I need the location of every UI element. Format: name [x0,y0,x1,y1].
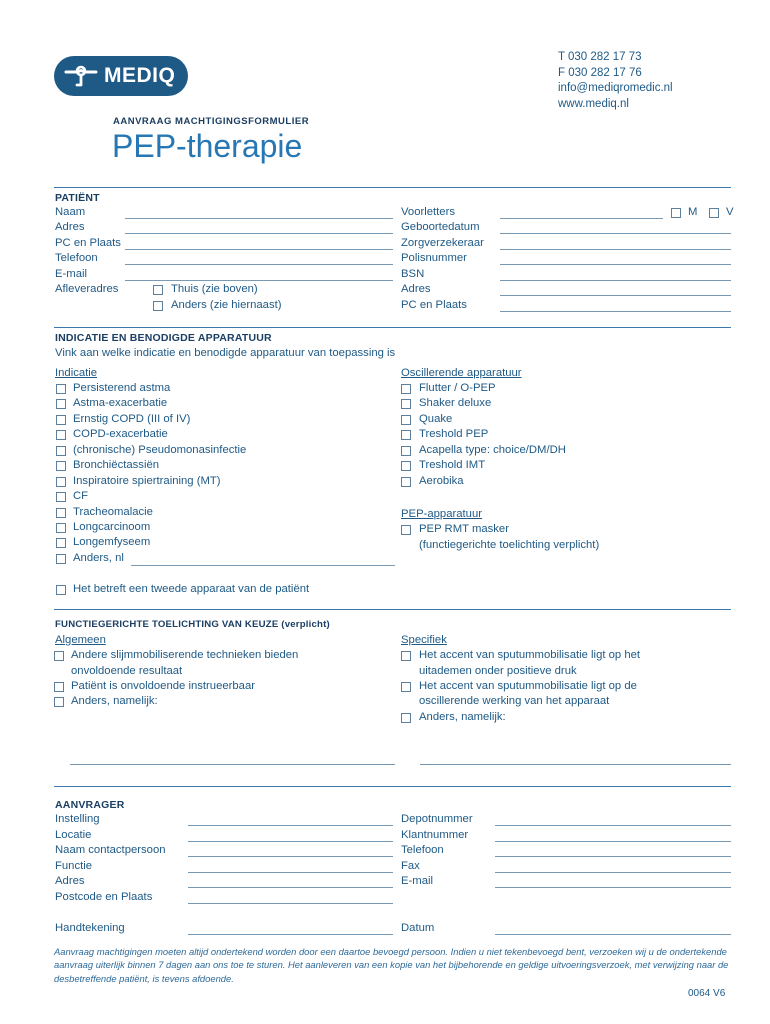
delivery-home-label: Thuis (zie boven) [171,283,258,295]
mediq-logo [54,56,188,96]
contact-phone: T 030 282 17 73 [558,51,642,63]
pep-checkbox[interactable] [401,525,411,535]
osc-label: Acapella type: choice/DM/DH [419,444,566,456]
indicatie-label: COPD-exacerbatie [73,428,168,440]
osc-checkbox[interactable] [401,384,411,394]
indicatie-label: CF [73,490,89,502]
delivery-label: Afleveradres [55,283,119,295]
osc-label: Quake [419,413,453,425]
indicatie-label: Persisterend astma [73,382,171,394]
requester-field[interactable] [188,825,393,826]
delivery-other-checkbox[interactable] [153,301,163,311]
mediq-cross-icon [62,61,100,91]
indication-heading: INDICATIE EN BENODIGDE APPARATUUR [55,332,272,344]
indicatie-checkbox[interactable] [56,492,66,502]
indicatie-checkbox[interactable] [56,538,66,548]
general-title: Algemeen [55,634,106,646]
requester-field[interactable] [188,887,393,888]
patient-heading: PATIËNT [55,192,100,204]
requester-label: Telefoon [401,844,444,856]
indicatie-checkbox[interactable] [56,461,66,471]
osc-label: Treshold IMT [419,459,486,471]
requester-label: Functie [55,860,93,872]
field-label-geboortedatum: Geboortedatum [401,221,480,233]
gender-m-checkbox[interactable] [671,208,681,218]
requester-label: Locatie [55,829,92,841]
requester-label: Fax [401,860,420,872]
general-other-field[interactable] [70,764,395,765]
indicatie-checkbox[interactable] [56,430,66,440]
requester-field[interactable] [495,872,731,873]
field-adres-alt[interactable] [500,295,731,296]
contact-fax: F 030 282 17 76 [558,66,642,79]
requester-label: E-mail [401,875,434,887]
field-label-email: E-mail [55,268,88,280]
form-title: PEP-therapie [112,128,303,164]
osc-label: Aerobika [419,475,464,487]
specific-label: Anders, namelijk: [419,711,506,723]
osc-checkbox[interactable] [401,399,411,409]
field-bsn[interactable] [500,280,731,281]
indicatie-label: Anders, nl [73,552,124,564]
signature-label: Handtekening [55,922,125,934]
general-checkbox[interactable] [54,682,64,692]
requester-field[interactable] [495,841,731,842]
indication-instruction: Vink aan welke indicatie en benodigde apparatuur van toepassing is [55,347,396,359]
field-telefoon[interactable] [125,264,393,265]
requester-label: Instelling [55,813,100,825]
requester-label: Depotnummer [401,813,473,825]
osc-checkbox[interactable] [401,461,411,471]
section-divider [54,327,731,328]
field-label-adres-alt: Adres [401,283,431,295]
function-heading: FUNCTIEGERICHTE TOELICHTING VAN KEUZE (verplicht) [55,619,330,630]
general-label: Patiënt is onvoldoende instrueerbaar [71,680,256,692]
specific-title: Specifiek [401,634,447,646]
specific-checkbox[interactable] [401,651,411,661]
requester-field[interactable] [188,841,393,842]
requester-field[interactable] [188,856,393,857]
field-naam[interactable] [125,218,393,219]
indicatie-label: Longcarcinoom [73,521,151,533]
gender-m-label: M [688,206,698,218]
general-checkbox[interactable] [54,697,64,707]
general-label-cont: onvoldoende resultaat [71,665,183,677]
indicatie-checkbox[interactable] [56,508,66,518]
contact-web[interactable]: www.mediq.nl [558,97,629,110]
requester-label: Klantnummer [401,829,469,841]
indicatie-label: Tracheomalacie [73,506,153,518]
form-code: 0064 V6 [688,988,726,999]
specific-label-cont: oscillerende werking van het apparaat [419,695,610,707]
field-polisnummer[interactable] [500,264,731,265]
field-label-pc-plaats-alt: PC en Plaats [401,299,467,311]
field-voorletters[interactable] [500,218,663,219]
specific-checkbox[interactable] [401,713,411,723]
specific-label: Het accent van sputummobilisatie ligt op het [419,649,641,661]
field-label-adres: Adres [55,221,85,233]
osc-label: Treshold PEP [419,428,489,440]
field-label-voorletters: Voorletters [401,206,456,218]
requester-field[interactable] [495,887,731,888]
gender-v-label: V [726,206,734,218]
osc-checkbox[interactable] [401,415,411,425]
requester-label: Adres [55,875,85,887]
footer-note: Aanvraag machtigingen moeten altijd ondertekend worden door een daartoe bevoegd persoon. Indien u niet tekenbevoegd bent, verzoeken wij u de ondertekende aanvraag uiterlijk binnen 7 dagen aan ons toe te sturen. Het aanleveren van een kopie van het bijbehorende en geldige uitvoeringsverzoek, met verwijzing naar de desbetreffende patiënt, is tevens afdoende. [54,946,729,984]
indicatie-label: Longemfyseem [73,536,151,548]
pep-note: (functiegerichte toelichting verplicht) [419,539,600,551]
signature-field[interactable] [188,934,393,935]
field-label-naam: Naam [55,206,86,218]
section-divider [54,609,731,610]
indicatie-checkbox[interactable] [56,523,66,533]
indicatie-label: (chronische) Pseudomonasinfectie [73,444,247,456]
requester-field[interactable] [188,872,393,873]
second-device-checkbox[interactable] [56,585,66,595]
indicatie-label: Ernstig COPD (III of IV) [73,413,191,425]
indicatie-checkbox[interactable] [56,415,66,425]
osc-label: Shaker deluxe [419,397,492,409]
date-field[interactable] [495,934,731,935]
delivery-home-checkbox[interactable] [153,285,163,295]
indicatie-title: Indicatie [55,367,98,379]
specific-label-cont: uitademen onder positieve druk [419,665,577,677]
field-email[interactable] [125,280,393,281]
osc-title: Oscillerende apparatuur [401,367,522,379]
requester-label: Naam contactpersoon [55,844,166,856]
specific-label: Het accent van sputummobilisatie ligt op de [419,680,637,692]
field-label-pc-plaats: PC en Plaats [55,237,121,249]
general-checkbox[interactable] [54,651,64,661]
indicatie-label: Astma-exacerbatie [73,397,168,409]
indicatie-checkbox[interactable] [56,446,66,456]
field-label-zorgverzekeraar: Zorgverzekeraar [401,237,484,249]
field-pc-plaats[interactable] [125,249,393,250]
field-zorgverzekeraar[interactable] [500,249,731,250]
brand-name: MEDIQ [104,64,176,87]
specific-checkbox[interactable] [401,682,411,692]
contact-block [558,50,673,112]
requester-label: Postcode en Plaats [55,891,153,903]
requester-field[interactable] [495,856,731,857]
osc-checkbox[interactable] [401,446,411,456]
field-adres[interactable] [125,233,393,234]
osc-checkbox[interactable] [401,477,411,487]
field-label-bsn: BSN [401,268,425,280]
indicatie-checkbox[interactable] [56,384,66,394]
pep-label: PEP RMT masker [419,523,509,535]
second-device-label: Het betreft een tweede apparaat van de patiënt [73,583,310,595]
indicatie-checkbox[interactable] [56,477,66,487]
requester-heading: AANVRAGER [55,799,125,811]
field-label-polisnummer: Polisnummer [401,252,467,264]
osc-label: Flutter / O-PEP [419,382,496,394]
osc-checkbox[interactable] [401,430,411,440]
field-geboortedatum[interactable] [500,233,731,234]
field-pc-plaats-alt[interactable] [500,311,731,312]
contact-email[interactable]: info@mediqromedic.nl [558,82,673,95]
specific-other-field[interactable] [420,764,731,765]
field-label-telefoon: Telefoon [55,252,98,264]
general-label: Andere slijmmobiliserende technieken bieden [71,649,299,661]
pep-title: PEP-apparatuur [401,508,483,520]
requester-field[interactable] [188,903,393,904]
form-subtitle: AANVRAAG MACHTIGINGSFORMULIER [113,116,310,127]
indicatie-label: Bronchiëctassiën [73,459,160,471]
date-label: Datum [401,922,435,934]
indicatie-checkbox[interactable] [56,554,66,564]
section-divider [54,786,731,787]
delivery-other-label: Anders (zie hiernaast) [171,299,282,311]
section-divider [54,187,731,188]
indicatie-checkbox[interactable] [56,399,66,409]
gender-v-checkbox[interactable] [709,208,719,218]
indicatie-other-field[interactable] [131,565,395,566]
general-label: Anders, namelijk: [71,695,158,707]
requester-field[interactable] [495,825,731,826]
indicatie-label: Inspiratoire spiertraining (MT) [73,475,221,487]
